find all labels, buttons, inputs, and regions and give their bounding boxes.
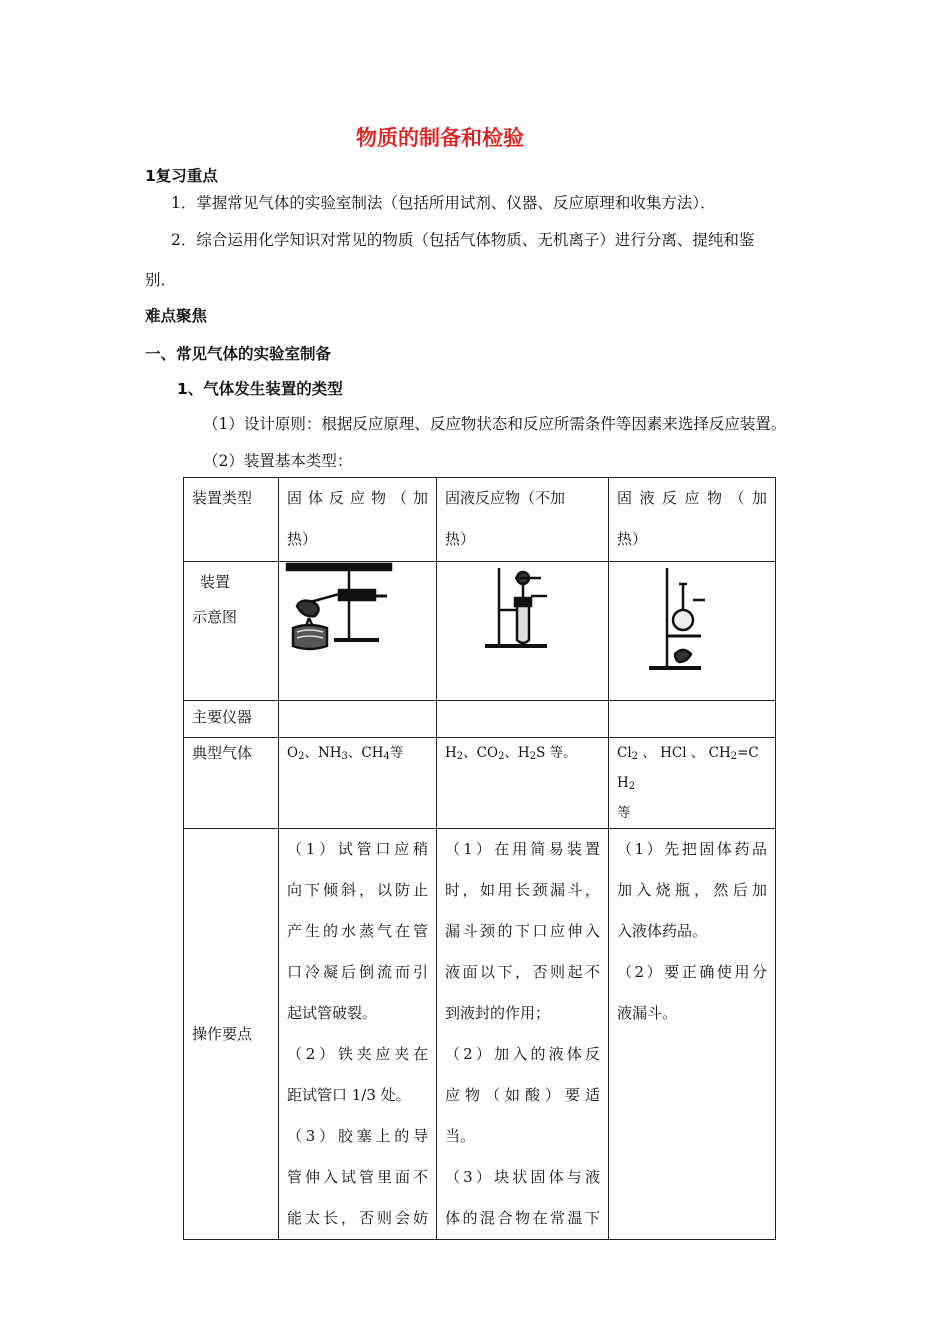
review-point-2: 2．综合运用化学知识对常见的物质（包括气体物质、无机离子）进行分离、提纯和鉴 — [171, 231, 755, 249]
diagram-label: 装置 示意图 — [184, 562, 279, 701]
gases-col3: $Cl_2$ 、 HCl 、 $CH_2=CH_2$ 等 — [609, 738, 776, 829]
solid-liquid-apparatus-diagram — [437, 562, 609, 700]
instruments-col2 — [437, 701, 609, 738]
review-point-1: 1．掌握常见气体的实验室制法（包括所用试剂、仪器、反应原理和收集方法）． — [171, 194, 716, 212]
solid-liquid-heating-apparatus-diagram — [609, 562, 776, 700]
sub1-heading: 1、气体发生装置的类型 — [177, 380, 343, 398]
instruments-row — [184, 701, 776, 738]
gases-row — [184, 738, 776, 829]
operation-col3: （1）先把固体药品 加入烧瓶，然后加 入液体药品。 （2）要正确使用分 液漏斗。 — [609, 829, 776, 1240]
header-col1: 固体反应物（加 热） — [279, 478, 437, 562]
basic-types-label: （2）装置基本类型： — [203, 452, 353, 470]
diagram-row — [184, 562, 776, 701]
header-col3: 固液反应物（加 热） — [609, 478, 776, 562]
instruments-label: 主要仪器 — [184, 701, 279, 738]
diagram-cell-1 — [279, 562, 437, 701]
operation-col2: （1）在用简易装置 时，如用长颈漏斗， 漏斗颈的下口应伸入 液面以下，否则起不 到液封的作用； （2）加入的液体反 应物（如酸）要适 当。 （3）块状固体与液 体的混合物在常温下 — [437, 829, 609, 1240]
review-heading: 1复习重点 — [145, 167, 218, 185]
header-label: 装置类型 — [184, 478, 279, 562]
instruments-col3 — [609, 701, 776, 738]
gases-label: 典型气体 — [184, 738, 279, 829]
difficulty-heading: 难点聚焦 — [145, 307, 208, 325]
diagram-cell-3 — [609, 562, 776, 701]
solid-heating-apparatus-diagram — [279, 562, 437, 700]
apparatus-table — [183, 477, 776, 1240]
gases-col2: $H_2$、$CO_2$、$H_2S$ 等。 — [437, 738, 609, 829]
design-principle: （1）设计原则：根据反应原理、反应物状态和反应所需条件等因素来选择反应装置。 — [203, 415, 787, 433]
operation-label: 操作要点 — [184, 829, 279, 1240]
operation-col1: （1）试管口应稍 向下倾斜，以防止 产生的水蒸气在管 口冷凝后倒流而引 起试管破裂。 （2）铁夹应夹在 距试管口 1/3 处。 （3）胶塞上的导 管伸入试管里面不 能太长，否则会妨 — [279, 829, 437, 1240]
diagram-cell-2 — [437, 562, 609, 701]
part1-heading: 一、常见气体的实验室制备 — [145, 345, 332, 363]
page-title: 物质的制备和检验 — [356, 126, 524, 150]
review-point-2-cont: 别． — [145, 271, 177, 289]
header-col2: 固液反应物（不加 热） — [437, 478, 609, 562]
gases-col1: $O_2$、$NH_3$、$CH_4$等 — [279, 738, 437, 829]
header-row — [184, 478, 776, 562]
operation-row — [184, 829, 776, 1240]
instruments-col1 — [279, 701, 437, 738]
